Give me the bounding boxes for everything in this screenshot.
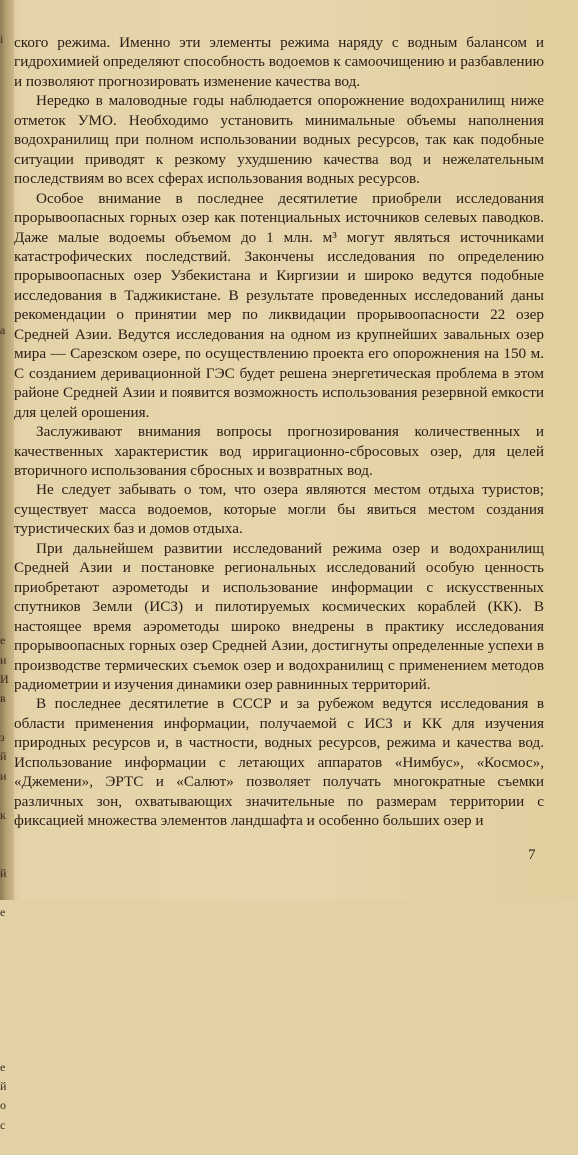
gutter-fragment bbox=[0, 282, 12, 301]
gutter-fragment bbox=[0, 961, 12, 980]
gutter-fragment bbox=[0, 166, 12, 185]
page-number: 7 bbox=[528, 847, 536, 863]
paragraph-3: Особое внимание в последнее десятилетие приобрели исследования прорывоопасных горных озер как потенциальных источников селевых паводков. Даже малые водоемы объемом до 1 млн. м³ могут являться источниками катастрофических последствий. Закончены исследования по определению прорывоопасных озер Узбекистана и Киргизии и широко ведутся подобные исследования в Таджикистане. В результате проведенных исследований даны рекомендации о принятии мер по ликвидации прорывоопасности 22 озер Средней Азии. Ведутся исследования на одном из крупнейших завальных озер мира — Сарезском озере, по осуществлению проекта его опорожнения на 150 м. С созданием деривационной ГЭС будет решена энергетическая проблема в этом районе Средней Азии и появится возможность использования резервной емкости для целей орошения. bbox=[14, 189, 544, 421]
gutter-fragment bbox=[0, 941, 12, 960]
gutter-fragment: й bbox=[0, 1079, 7, 1094]
gutter-fragment bbox=[0, 612, 12, 631]
paragraph-1: ского режима. Именно эти элементы режима наряду с водным балансом и гидрохимией определяют способность водоемов к самоочищению и разбавлению и позволяют прогнозировать изменение качества вод. bbox=[14, 34, 544, 90]
gutter-fragment: о bbox=[0, 1098, 6, 1113]
gutter-fragment bbox=[0, 883, 12, 902]
gutter-fragment bbox=[0, 437, 12, 456]
gutter-fragment bbox=[0, 185, 12, 204]
gutter-fragment bbox=[0, 418, 12, 437]
gutter-fragment: а bbox=[0, 322, 6, 337]
gutter-fragment: з bbox=[0, 730, 5, 745]
gutter-fragment bbox=[0, 243, 12, 262]
paragraph-2: Нередко в маловодные годы наблюдается опорожнение водохранилищ ниже отметок УМО. Необходимо установить минимальные объемы наполнения водохранилищ при полном использовании водных ресурсов, так как подобные ситуации приводят к резкому ухудшению качества вод и нежелательным последствиям во всех сферах использования водных ресурсов. bbox=[14, 92, 544, 188]
gutter-fragment: к bbox=[0, 807, 6, 822]
gutter-fragment: е bbox=[0, 633, 6, 648]
gutter-fragment bbox=[0, 263, 12, 282]
gutter-fragment bbox=[0, 554, 12, 573]
gutter-fragment bbox=[0, 786, 12, 805]
gutter-fragment bbox=[0, 127, 12, 146]
gutter-fragment bbox=[0, 69, 12, 88]
gutter-fragment bbox=[0, 146, 12, 165]
gutter-fragment bbox=[0, 379, 12, 398]
gutter-fragment bbox=[0, 457, 12, 476]
gutter-fragment bbox=[0, 1000, 12, 1019]
gutter-fragment bbox=[0, 476, 12, 495]
paragraph-7: В последнее десятилетие в СССР и за рубежом ведутся исследования в области применения информации, получаемой с ИСЗ и КК для изучения природных ресурсов и, в частности, водных ресурсов, режима и качества вод. Использование информации с летающих аппаратов «Нимбус», «Космос», «Джемени», ЭРТС и «Салют» позволяет получать многократные съемки различных зон, охватывающих значительные по размерам территории с фиксацией множества элементов ландшафта и особенно больших озер и bbox=[14, 695, 544, 830]
gutter-fragment bbox=[0, 398, 12, 417]
paragraph-5: Не следует забывать о том, что озера являются местом отдыха туристов; существует масса водоемов, которые могли бы явиться местом создания туристических баз и домов отдыха. bbox=[14, 481, 544, 538]
gutter-fragment bbox=[0, 825, 12, 844]
gutter-fragment bbox=[0, 340, 12, 359]
gutter-fragment bbox=[0, 108, 12, 127]
gutter-fragment: с bbox=[0, 1117, 6, 1132]
gutter-fragment bbox=[0, 205, 12, 224]
gutter-fragment bbox=[0, 49, 12, 68]
gutter-fragment bbox=[0, 573, 12, 592]
gutter-fragment: и bbox=[0, 652, 7, 667]
gutter-fragment bbox=[0, 534, 12, 553]
gutter-fragment: е bbox=[0, 904, 6, 919]
gutter-fragment bbox=[0, 515, 12, 534]
gutter-fragment bbox=[0, 88, 12, 107]
gutter-fragment: И bbox=[0, 671, 9, 686]
gutter-fragment bbox=[0, 980, 12, 999]
gutter-fragment bbox=[0, 495, 12, 514]
gutter-fragment: е bbox=[0, 1059, 6, 1074]
gutter-fragment: й bbox=[0, 749, 7, 764]
gutter-fragment bbox=[0, 1019, 12, 1038]
gutter-fragment bbox=[0, 1038, 12, 1057]
gutter-fragment bbox=[0, 1135, 12, 1154]
page-text bbox=[14, 33, 544, 831]
gutter-fragments bbox=[0, 30, 12, 1132]
gutter-fragment: в bbox=[0, 691, 6, 706]
gutter-fragment bbox=[0, 224, 12, 243]
gutter-fragment: й bbox=[0, 865, 7, 880]
paragraph-4: Заслуживают внимания вопросы прогнозирования количественных и качественных характеристик вод ирригационно-сбросовых озер, для целей вторичного использования сбросных и возвратных вод. bbox=[14, 423, 544, 479]
gutter-fragment bbox=[0, 709, 12, 728]
gutter-fragment bbox=[0, 592, 12, 611]
gutter-fragment: і bbox=[0, 32, 4, 46]
paragraph-6: При дальнейшем развитии исследований режима озер и водохранилищ Средней Азии и постановке региональных исследований особую ценность приобретают аэрометоды и использование информации с искусственных спутников Земли (ИСЗ) и пилотируемых космических кораблей (КК). В настоящее время аэрометоды широко внедрены в практику исследования прорывоопасных горных озер Средней Азии, достигнуты определенные успехи в производстве термических съемок озер и водохранилищ с применением методов радиометрии и изучения динамики озер равнинных территорий. bbox=[14, 539, 544, 693]
gutter-fragment bbox=[0, 301, 12, 320]
gutter-fragment bbox=[0, 360, 12, 379]
gutter-fragment: и bbox=[0, 768, 7, 783]
binding-gutter bbox=[0, 0, 14, 1132]
gutter-fragment bbox=[0, 844, 12, 863]
gutter-fragment bbox=[0, 922, 12, 941]
